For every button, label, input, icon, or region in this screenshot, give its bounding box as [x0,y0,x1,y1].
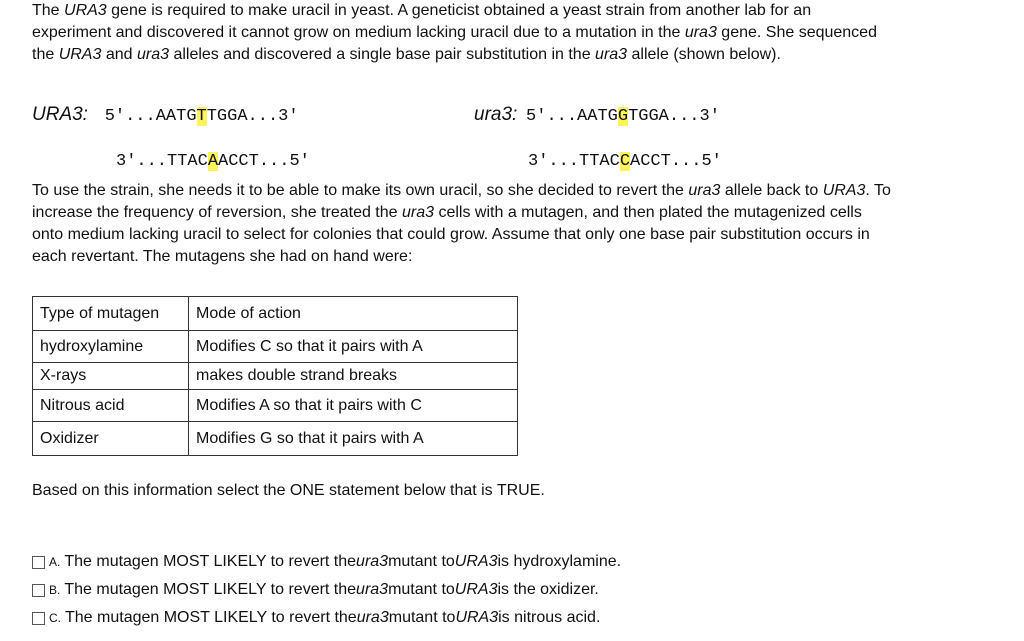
highlighted-base: G [617,107,629,126]
body-text: To use the strain, she needs it to be able to make its own uracil, so she decided to revert the [32,182,689,199]
allele-name: ura3 [136,46,169,63]
body-text: cells with a mutagen, and then plated the mutagenized cells onto medium lacking uracil to select for colonies that could grow. Assume that only one base pair substitution occurs in each revertant. The mutagens she had on hand were: [32,204,870,265]
option-text: The mutagen MOST LIKELY to revert the [65,609,357,626]
checkbox[interactable] [32,556,45,569]
allele-name: ura3 [402,204,435,221]
gene-name: URA3 [822,182,866,199]
action-cell: Modifies C so that it pairs with A [189,331,518,363]
option-letter: A. [49,555,61,569]
body-text: . To increase the frequency of reversion, she treated the [32,182,891,221]
intro-text: allele (shown below). [627,46,781,63]
seq-suffix: TGGA...3' [206,107,299,126]
seq-suffix: ACCT...5' [218,152,310,171]
option-c[interactable] [32,609,600,627]
option-text: is the oxidizer. [497,581,599,598]
table-header: Type of mutagen [33,297,189,331]
intro-text: The [32,2,65,19]
allele-name: ura3 [688,182,721,199]
gene-name: URA3 [454,581,498,598]
intro-text: alleles and discovered a single base pair substitution in the [169,46,596,63]
mut-top-strand [474,104,720,126]
checkbox[interactable] [32,612,45,625]
wt-top-strand [32,104,299,126]
seq-prefix: 3'...TTAC [116,152,208,171]
table-header-row [33,297,518,331]
seq-suffix: ACCT...5' [630,152,722,171]
option-letter: B. [49,583,61,597]
seq-suffix: TGGA...3' [628,107,720,126]
intro-text: gene is required to make uracil in yeast. A geneticist obtained a yeast strain from another lab for an experiment and discovered it cannot grow on medium lacking uracil due to a mutation in the [32,2,812,41]
option-letter: C. [49,611,61,625]
allele-name: ura3 [356,609,389,626]
mutagen-cell: X-rays [33,363,189,390]
allele-name: ura3 [356,553,389,570]
mutagen-cell: Nitrous acid [33,390,189,422]
allele-name: ura3 [595,46,628,63]
highlighted-base: T [196,107,207,126]
highlighted-base: A [207,152,219,171]
wt-bottom-strand [116,150,310,171]
table-row [33,363,518,390]
option-text: mutant to [388,609,456,626]
intro-text: and [101,46,137,63]
seq-prefix: 3'...TTAC [528,152,620,171]
gene-name: URA3 [58,46,102,63]
mut-bottom-strand [528,150,722,171]
body-text: allele back to [720,182,823,199]
highlighted-base: C [619,152,631,171]
table-row [33,422,518,456]
option-text: The mutagen MOST LIKELY to revert the [64,553,357,570]
wt-label: URA3: [32,104,88,125]
mut-label: ura3: [474,104,518,125]
gene-name: URA3 [64,2,107,19]
allele-name: ura3 [684,24,717,41]
seq-prefix: 5'...AATG [104,107,197,126]
option-b[interactable] [32,581,599,599]
intro-text: gene. She sequenced the [32,24,877,63]
table-row [33,331,518,363]
option-text: is hydroxylamine. [497,553,622,570]
table-row [33,390,518,422]
checkbox[interactable] [32,584,45,597]
mutagen-table [32,296,518,456]
gene-name: URA3 [455,609,499,626]
gene-name: URA3 [454,553,498,570]
option-text: mutant to [388,581,455,598]
option-a[interactable] [32,553,621,571]
question-prompt: Based on this information select the ONE statement below that is TRUE. [32,482,545,499]
allele-name: ura3 [356,581,389,598]
mutagen-cell: hydroxylamine [33,331,189,363]
seq-prefix: 5'...AATG [526,107,618,126]
table-header: Mode of action [189,297,518,331]
action-cell: makes double strand breaks [189,363,518,390]
intro-paragraph [32,0,892,66]
body-paragraph [32,180,892,268]
action-cell: Modifies G so that it pairs with A [189,422,518,456]
action-cell: Modifies A so that it pairs with C [189,390,518,422]
option-text: mutant to [388,553,455,570]
option-text: is nitrous acid. [498,609,601,626]
option-text: The mutagen MOST LIKELY to revert the [64,581,357,598]
mutagen-cell: Oxidizer [33,422,189,456]
